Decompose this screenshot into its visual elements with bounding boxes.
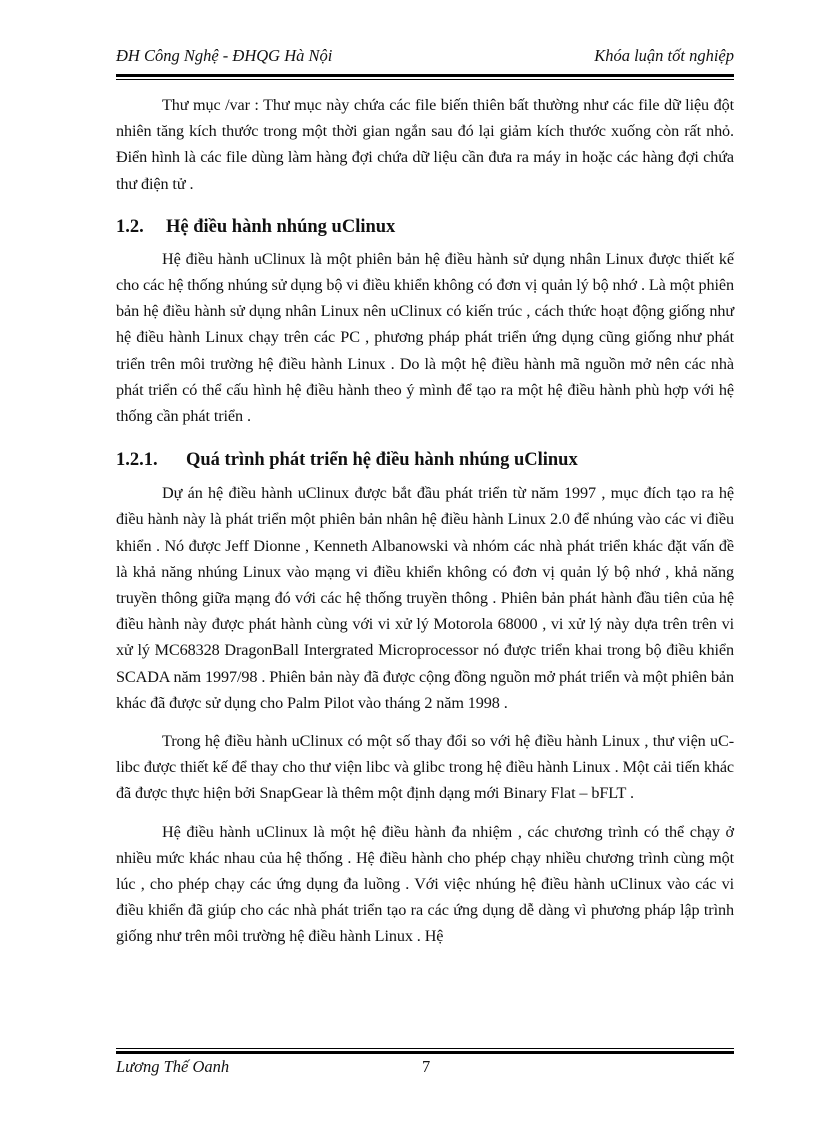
page-header	[116, 46, 734, 72]
footer-rule-thick	[116, 1051, 734, 1054]
header-doc-type: Khóa luận tốt nghiệp	[594, 46, 734, 65]
subsection-number: 1.2.1.	[116, 450, 158, 471]
section-heading-1-2	[116, 214, 734, 240]
section-number: 1.2.	[116, 216, 144, 237]
header-rule-thick	[116, 74, 734, 77]
page-body	[116, 92, 734, 950]
paragraph-var-directory: Thư mục /var : Thư mục này chứa các file biến thiên bất thường như các file dữ liệu đột nhiên tăng kích thước trong một thời gian ngắn sau đó lại giảm kích thước xuống còn rất nhỏ. Điển hình là các file dùng làm hàng đợi chứa dữ liệu cần đưa ra máy in hoặc các hàng đợi chứa thư điện tử .	[116, 96, 734, 193]
footer-author: Lương Thế Oanh	[116, 1057, 230, 1076]
page-number: 7	[422, 1057, 431, 1076]
section-heading-1-2-1	[116, 447, 734, 473]
paragraph-uclinux-history: Dự án hệ điều hành uClinux được bắt đầu phát triển từ năm 1997 , mục đích tạo ra hệ điều hành này là phát triển một phiên bản nhân hệ điều hành Linux 2.0 để nhúng vào các vi điều khiển . Nó được Jeff Dionne , Kenneth Albanowski và nhóm các nhà phát triển khác đặt vấn đề là khả năng nhúng Linux vào mạng vi điều khiển không có đơn vị quản lý bộ nhớ , khả năng truyền thông giữa mạng đó với các hệ thống truyền thông . Phiên bản phát hành đầu tiên của hệ điều hành này được phát hành cùng với vi xử lý Motorola 68000 , vi xử lý này dựa trên trên vi xử lý MC68328 DragonBall Intergrated Microprocessor nó được triển khai trong bộ điều khiển SCADA năm 1997/98 . Phiên bản này đã được cộng đồng nguồn mở phát triển và một phiên bản khác đã được sử dụng cho Palm Pilot vào tháng 2 năm 1998 .	[116, 484, 734, 712]
header-rule-thin	[116, 79, 734, 80]
section-title: Hệ điều hành nhúng uClinux	[166, 216, 396, 237]
page-footer	[116, 1057, 734, 1081]
paragraph-uclinux-changes: Trong hệ điều hành uClinux có một số thay đổi so với hệ điều hành Linux , thư viện uC-libc được thiết kế để thay cho thư viện libc và glibc trong hệ điều hành Linux . Một cải tiến khác đã được thực hiện bởi SnapGear là thêm một định dạng mới Binary Flat – bFLT .	[116, 732, 734, 803]
paragraph-uclinux-multitasking: Hệ điều hành uClinux là một hệ điều hành đa nhiệm , các chương trình có thể chạy ở nhiều mức khác nhau của hệ thống . Hệ điều hành cho phép chạy nhiều chương trình cùng một lúc , cho phép chạy các ứng dụng đa luồng . Với việc nhúng hệ điều hành uClinux vào các vi điều khiển đã giúp cho các nhà phát triển tạo ra các ứng dụng dễ dàng vì phương pháp lập trình giống như trên môi trường hệ điều hành Linux . Hệ	[116, 822, 734, 946]
subsection-title: Quá trình phát triển hệ điều hành nhúng uClinux	[186, 450, 578, 471]
footer-rule-thin	[116, 1048, 734, 1049]
paragraph-uclinux-intro: Hệ điều hành uClinux là một phiên bản hệ điều hành sử dụng nhân Linux được thiết kế cho các hệ thống nhúng sử dụng bộ vi điều khiển không có đơn vị quản lý bộ nhớ . Là một phiên bản hệ điều hành sử dụng nhân Linux nên uClinux có kiến trúc , cách thức hoạt động giống như hệ điều hành Linux chạy trên các PC , phương pháp phát triển ứng dụng cũng giống như phát triển trên môi trường hệ điều hành Linux . Do là một hệ điều hành mã nguồn mở nên các nhà phát triển có thể cấu hình hệ điều hành theo ý mình để tạo ra một hệ điều hành phù hợp với hệ thống cần phát triển .	[116, 249, 734, 426]
header-institution: ĐH Công Nghệ - ĐHQG Hà Nội	[116, 46, 333, 65]
